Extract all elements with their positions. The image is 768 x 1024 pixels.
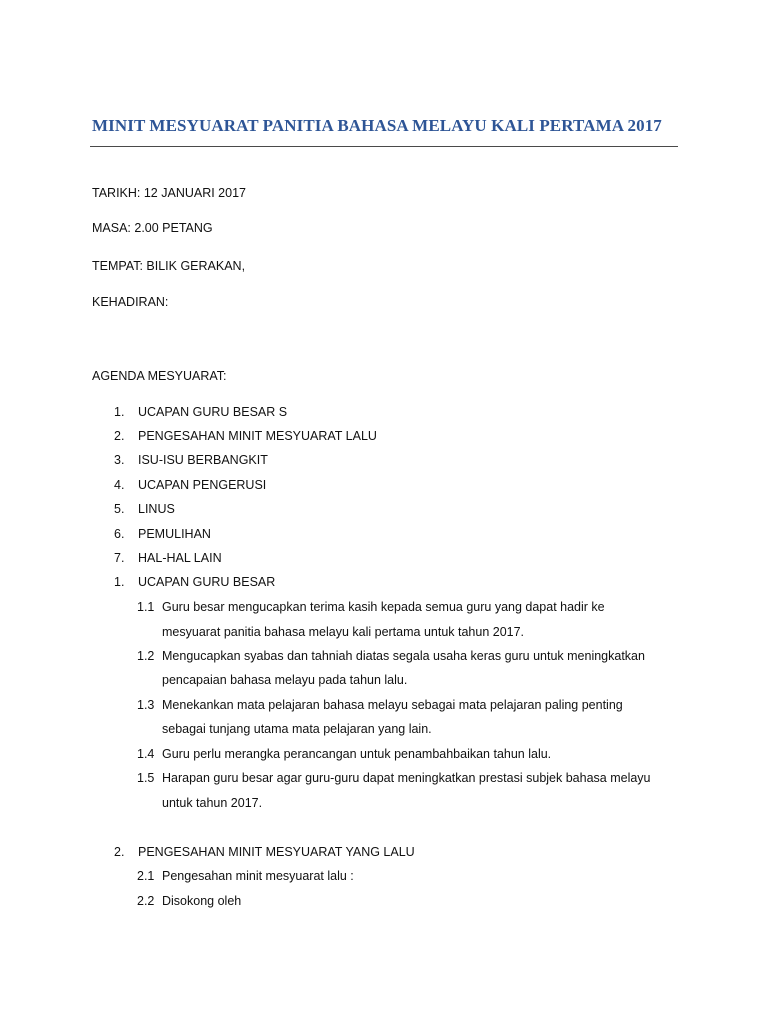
item-text: Harapan guru besar agar guru-guru dapat meningkatkan prestasi subjek bahasa melayu [162, 771, 651, 785]
section-number: 2. [114, 845, 125, 859]
section-heading: PENGESAHAN MINIT MESYUARAT YANG LALU [138, 845, 415, 859]
item-number: 2.1 [137, 869, 155, 883]
item-text: Mengucapkan syabas dan tahniah diatas segala usaha keras guru untuk meningkatkan [162, 649, 645, 663]
agenda-number: 1. [114, 405, 125, 419]
item-number: 1.4 [137, 747, 155, 761]
agenda-number: 4. [114, 478, 125, 492]
agenda-item: HAL-HAL LAIN [138, 551, 222, 565]
agenda-item: UCAPAN GURU BESAR S [138, 405, 288, 419]
section-heading: UCAPAN GURU BESAR [138, 575, 276, 589]
agenda-item: PEMULIHAN [138, 527, 211, 541]
item-text: Pengesahan minit mesyuarat lalu : [162, 869, 354, 883]
agenda-item: LINUS [138, 502, 175, 516]
agenda-item: UCAPAN PENGERUSI [138, 478, 267, 492]
item-text: untuk tahun 2017. [162, 796, 263, 810]
item-number: 1.3 [137, 698, 155, 712]
agenda-number: 6. [114, 527, 125, 541]
meeting-time: MASA: 2.00 PETANG [92, 221, 213, 235]
item-text: Menekankan mata pelajaran bahasa melayu sebagai mata pelajaran paling penting [162, 698, 623, 712]
meeting-date: TARIKH: 12 JANUARI 2017 [92, 186, 246, 200]
item-text: pencapaian bahasa melayu pada tahun lalu. [162, 673, 408, 687]
item-number: 1.2 [137, 649, 155, 663]
meeting-place: TEMPAT: BILIK GERAKAN, [92, 259, 246, 273]
item-text: Disokong oleh [162, 894, 242, 908]
section-number: 1. [114, 575, 125, 589]
item-text: Guru perlu merangka perancangan untuk penambahbaikan tahun lalu. [162, 747, 552, 761]
item-number: 1.1 [137, 600, 155, 614]
title-underline [90, 146, 678, 147]
agenda-item: ISU-ISU BERBANGKIT [138, 453, 268, 467]
item-number: 2.2 [137, 894, 155, 908]
item-text: mesyuarat panitia bahasa melayu kali pertama untuk tahun 2017. [162, 625, 525, 639]
agenda-number: 3. [114, 453, 125, 467]
agenda-number: 7. [114, 551, 125, 565]
agenda-heading: AGENDA MESYUARAT: [92, 369, 227, 383]
agenda-item: PENGESAHAN MINIT MESYUARAT LALU [138, 429, 377, 443]
item-text: Guru besar mengucapkan terima kasih kepada semua guru yang dapat hadir ke [162, 600, 605, 614]
item-number: 1.5 [137, 771, 155, 785]
agenda-number: 2. [114, 429, 125, 443]
attendance-label: KEHADIRAN: [92, 295, 169, 309]
document-title: MINIT MESYUARAT PANITIA BAHASA MELAYU KALI PERTAMA 2017 [92, 116, 662, 135]
item-text: sebagai tunjang utama mata pelajaran yang lain. [162, 722, 432, 736]
agenda-number: 5. [114, 502, 125, 516]
